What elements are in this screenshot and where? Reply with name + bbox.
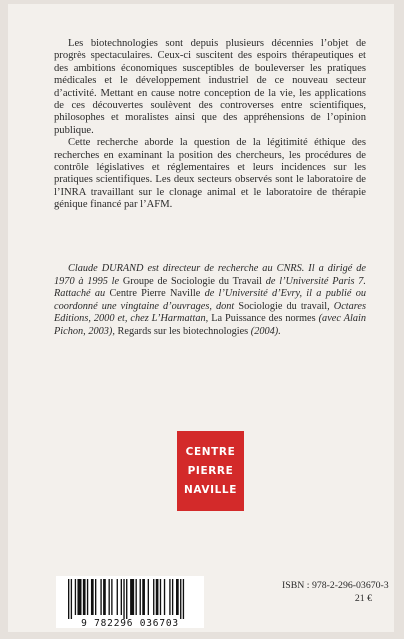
barcode-bar <box>109 579 110 615</box>
barcode <box>56 576 204 628</box>
centre-pierre-naville-logo <box>177 431 244 511</box>
barcode-bar <box>68 579 69 619</box>
bio-book-title: La Puissance des normes <box>211 313 316 325</box>
bio-book-title: Sociologie du travail <box>238 300 328 312</box>
bio-text: de l’Université d’Evry, il a publié ou coordonné une vingtaine d’ouvrages, dont <box>54 288 366 312</box>
price: 21 € <box>354 593 372 604</box>
barcode-bar <box>169 579 170 615</box>
barcode-bar <box>156 579 159 615</box>
barcode-bar <box>148 579 149 615</box>
barcode-bar <box>140 579 141 615</box>
barcode-bar <box>87 579 88 615</box>
author-bio-paragraph <box>54 263 366 339</box>
logo-line: PIERRE <box>187 465 234 477</box>
barcode-bar <box>130 579 134 615</box>
isbn-block <box>282 579 389 605</box>
isbn-number: ISBN : 978-2-296-03670-3 <box>282 580 389 591</box>
barcode-bar <box>126 579 127 619</box>
barcode-digits: 9 782296 036703 <box>81 618 179 628</box>
barcode-bar <box>142 579 145 615</box>
synopsis <box>54 38 366 212</box>
bio-text: , Octares Editions, 2000 et, chez L’Harmattan, <box>54 300 366 325</box>
barcode-bar <box>91 579 94 615</box>
barcode-bar <box>75 579 76 615</box>
bio-text: (avec Alain Pichon, 2003), <box>54 313 366 337</box>
bio-text: est directeur de recherche au CNRS. Il a dirigé de 1970 à 1995 le <box>54 263 366 287</box>
barcode-bar <box>123 579 124 619</box>
barcode-bar <box>77 579 81 615</box>
author-name: Claude DURAND <box>68 263 144 274</box>
barcode-bar <box>83 579 86 615</box>
barcode-bar <box>71 579 72 619</box>
bio-institution: Groupe de Sociologie du Travail <box>122 275 263 287</box>
barcode-bar <box>121 579 122 615</box>
bio-institution: Centre Pierre Naville <box>109 288 201 300</box>
barcode-bar <box>103 579 106 615</box>
barcode-bar <box>176 579 179 615</box>
barcode-bar <box>100 579 101 615</box>
barcode-bar <box>136 579 137 615</box>
barcode-bar <box>95 579 96 615</box>
barcode-bar <box>111 579 112 615</box>
bio-text: de l’Université Paris 7. Rattaché au <box>54 275 367 300</box>
barcode-bar <box>164 579 165 615</box>
bio-text: (2004). <box>248 325 281 337</box>
barcode-bar <box>180 579 181 619</box>
logo-line: CENTRE <box>185 446 236 458</box>
bio-book-title: Regards sur les biotechnologies <box>117 325 249 337</box>
barcode-bar <box>183 579 184 619</box>
barcode-graphic <box>56 576 204 628</box>
synopsis-paragraph-1: Les biotechnologies sont depuis plusieurs décennies l’objet de progrès spectaculaires. Ceux-ci suscitent des espoirs thérapeutiques et des ambitions économiques susceptibles de bouleverser les pratiques médicales et le développement industriel de ce nouveau secteur d’activité. Mettant en cause notre conception de la vie, les applications de ces découvertes soulèvent des controverses entre scientifiques, philosophes et moralistes ainsi que des appréhensions de l’opinion publique. <box>54 38 366 136</box>
synopsis-paragraph-2: Cette recherche aborde la question de la légitimité éthique des recherches en examinant la position des chercheurs, les procédures de contrôle législatives et réglementaires et leurs incidences sur les pratiques scientifiques. Les deux secteurs observés sont le laboratoire de l’INRA travaillant sur le clonage animal et le laboratoire de thérapie génique financé par l’AFM. <box>54 137 366 211</box>
barcode-bar <box>160 579 161 615</box>
barcode-bar <box>153 579 154 615</box>
logo-line: NAVILLE <box>184 484 237 496</box>
author-bio <box>54 263 366 339</box>
back-cover <box>8 4 394 632</box>
barcode-bar <box>172 579 173 615</box>
barcode-bar <box>117 579 118 615</box>
